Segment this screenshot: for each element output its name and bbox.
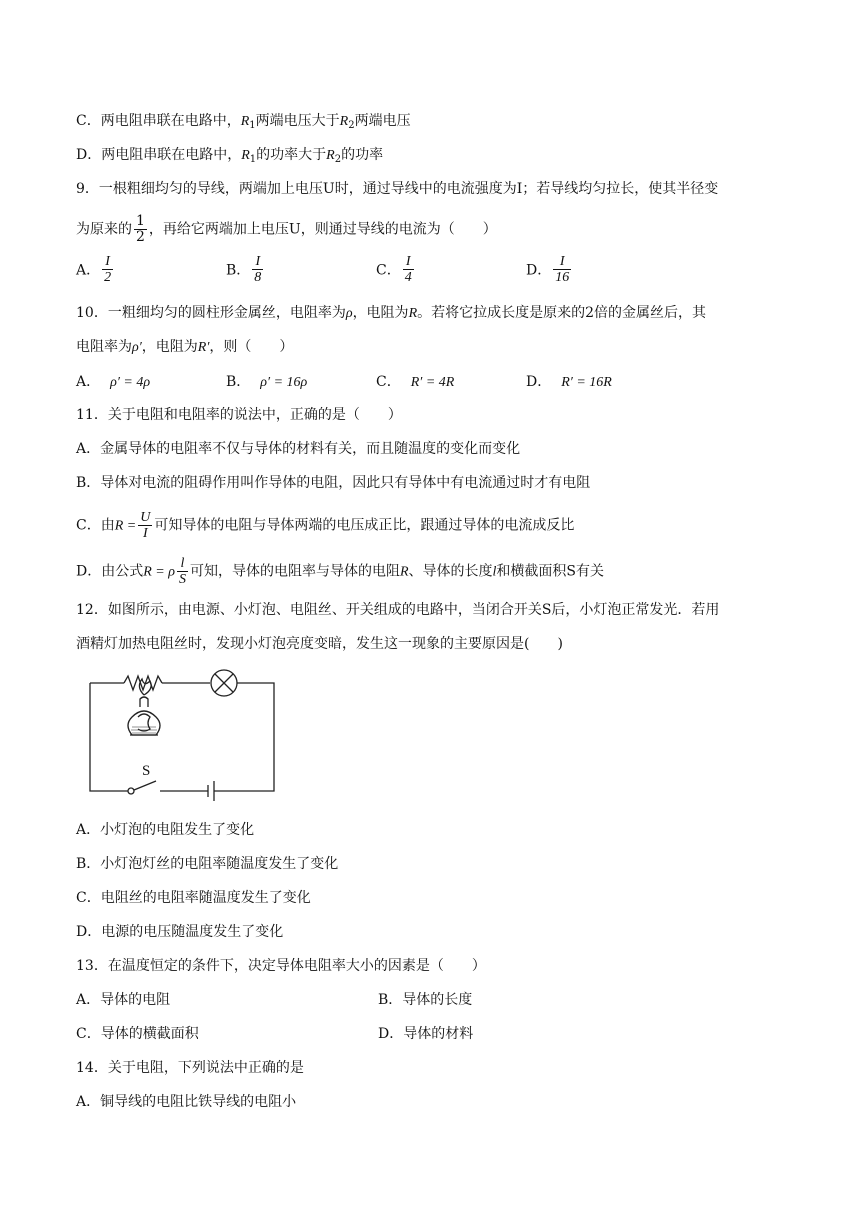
circuit-diagram bbox=[80, 665, 290, 805]
battery-icon bbox=[160, 781, 218, 801]
q12-option-a: A．小灯泡的电阻发生了变化 bbox=[76, 822, 255, 838]
q9-option-b: B． $\frac{I}{8}$ bbox=[226, 254, 262, 285]
q13-option-b: B．导体的长度 bbox=[378, 992, 473, 1008]
q9-fraction: $\frac{1}{2}$ bbox=[136, 213, 145, 245]
q9-option-a: A． $\frac{I}{2}$ bbox=[76, 254, 112, 285]
switch-label: S bbox=[142, 763, 151, 779]
q10-stem-line2: 电阻率为ρ′，电阻为R′，则（ ） bbox=[76, 339, 294, 355]
q14-option-a: A．铜导线的电阻比铁导线的电阻小 bbox=[76, 1094, 297, 1110]
q9-stem-line1: 9．一根粗细均匀的导线，两端加上电压U时，通过导线中的电流强度为I；若导线均匀拉长，使其半径变 bbox=[76, 181, 719, 197]
q9-option-c: C． $\frac{I}{4}$ bbox=[376, 254, 412, 285]
q10-stem-line1: 10．一粗细均匀的圆柱形金属丝，电阻率为ρ，电阻为R。若将它拉成长度是原来的2倍的金属丝后，其 bbox=[76, 305, 707, 321]
circuit-wire-left bbox=[90, 683, 128, 791]
q11-option-b: B．导体对电流的阻碍作用叫作导体的电阻，因此只有导体中有电流通过时才有电阻 bbox=[76, 475, 591, 491]
circuit-wire-top-right bbox=[218, 683, 274, 791]
q8-option-c: C．两电阻串联在电路中，$R_1$两端电压大于$R_2$两端电压 bbox=[76, 113, 411, 131]
q11-stem: 11．关于电阻和电阻率的说法中，正确的是（ ） bbox=[76, 407, 402, 423]
q12-stem-line1: 12．如图所示，由电源、小灯泡、电阻丝、开关组成的电路中，当闭合开关S后，小灯泡正常发光．若用 bbox=[76, 602, 720, 618]
q11-option-c: C．由R = $\frac{U}{I}$ 可知导体的电阻与导体两端的电压成正比，跟通过导体的电流成反比 bbox=[76, 510, 575, 541]
q11-option-d: D．由公式R = ρ $\frac{l}{S}$ 可知，导体的电阻率与导体的电阻R、导体的长度l和横截面积S有关 bbox=[76, 556, 604, 587]
resistance-wire-icon bbox=[124, 676, 162, 690]
q11-option-a: A．金属导体的电阻率不仅与导体的材料有关，而且随温度的变化而变化 bbox=[76, 441, 521, 457]
q9-option-d: D． $\frac{I}{16}$ bbox=[526, 254, 570, 285]
q14-stem: 14．关于电阻，下列说法中正确的是 bbox=[76, 1060, 304, 1076]
q10-option-c: C． R′ = 4R bbox=[376, 374, 455, 390]
q11-d-fraction: $\frac{l}{S}$ bbox=[178, 556, 186, 587]
q12-option-b: B．小灯泡灯丝的电阻率随温度发生了变化 bbox=[76, 856, 339, 872]
q13-option-a: A．导体的电阻 bbox=[76, 992, 171, 1008]
q12-stem-line2: 酒精灯加热电阻丝时，发现小灯泡亮度变暗，发生这一现象的主要原因是( ) bbox=[76, 636, 563, 652]
q12-option-c: C．电阻丝的电阻率随温度发生了变化 bbox=[76, 890, 311, 906]
q10-option-d: D． R′ = 16R bbox=[526, 374, 612, 390]
q8-option-d: D．两电阻串联在电路中，$R_1$的功率大于$R_2$的功率 bbox=[76, 147, 384, 165]
q13-option-c: C．导体的横截面积 bbox=[76, 1026, 199, 1042]
q13-option-d: D．导体的材料 bbox=[378, 1026, 474, 1042]
switch-icon bbox=[128, 788, 134, 794]
q12-option-d: D．电源的电压随温度发生了变化 bbox=[76, 924, 284, 940]
q13-stem: 13．在温度恒定的条件下，决定导体电阻率大小的因素是（ ） bbox=[76, 958, 486, 974]
q10-option-a: A． ρ′ = 4ρ bbox=[76, 374, 151, 390]
q11-c-fraction: $\frac{U}{I}$ bbox=[140, 510, 151, 541]
q9-stem-line2: 为原来的 $\frac{1}{2}$ ，再给它两端加上电压U，则通过导线的电流为（ ） bbox=[76, 213, 497, 245]
q10-option-b: B． ρ′ = 16ρ bbox=[226, 374, 308, 390]
